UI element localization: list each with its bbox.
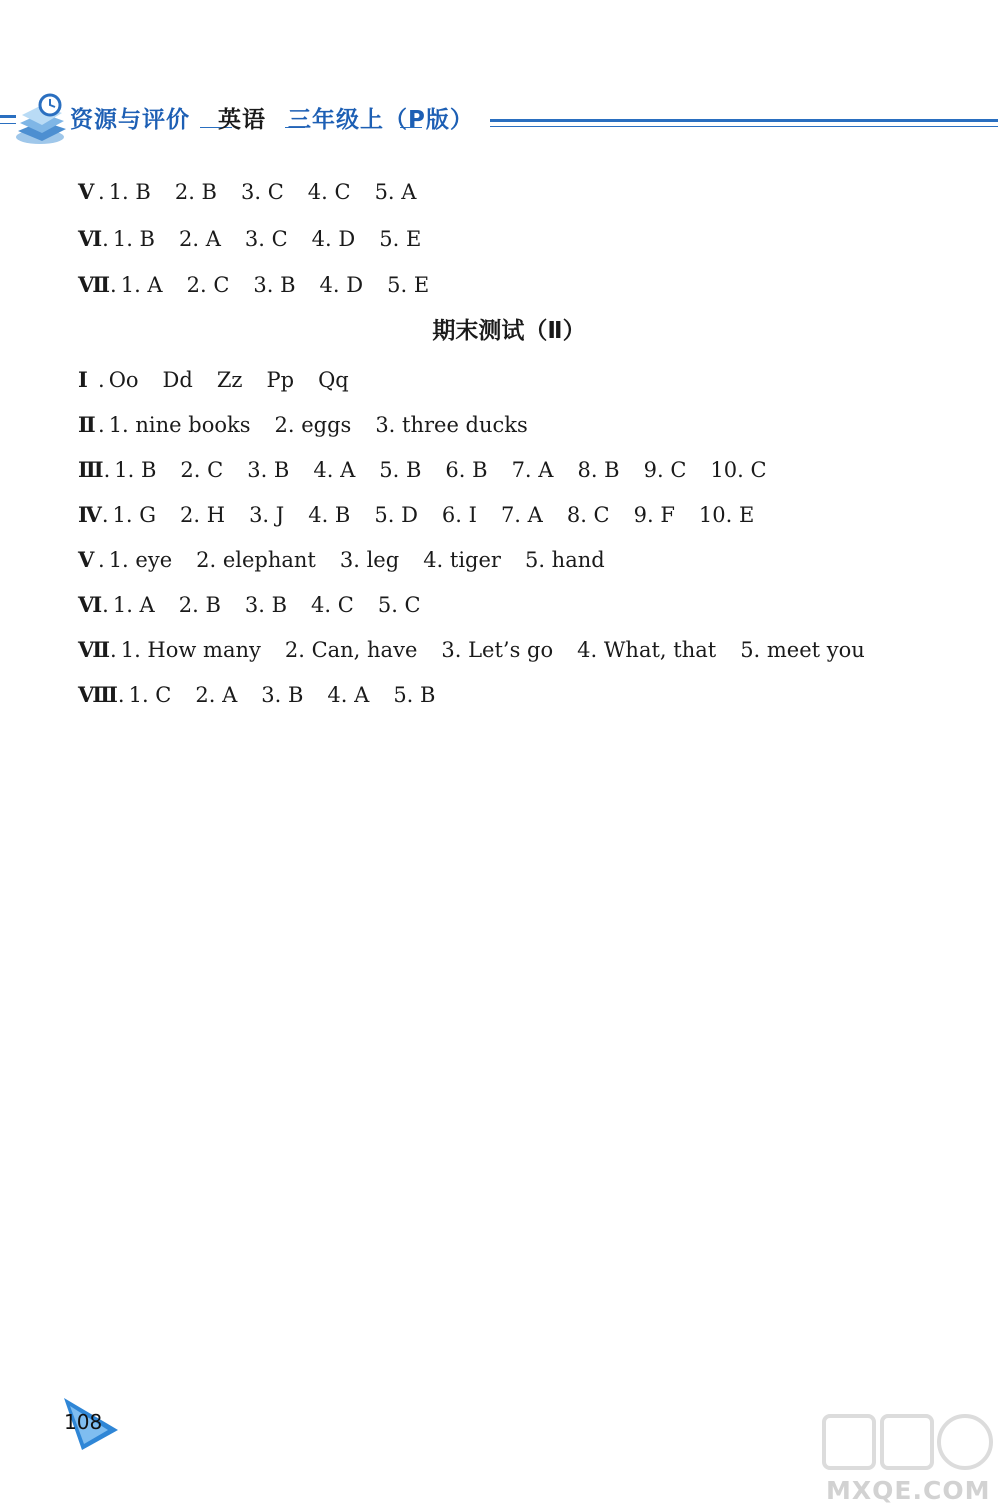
part2-line [78,588,445,622]
answer-item: 1. B [112,227,155,251]
subject-name: 英语 [218,107,266,133]
roman-numeral: Ⅲ [78,457,104,482]
answer-item: 4. D [319,273,364,297]
roman-numeral: Ⅵ [78,226,103,251]
part1-line [78,222,445,256]
answer-item: 10. E [698,503,755,527]
answer-item: 9. F [633,503,675,527]
part2-line [78,633,889,667]
roman-numeral: Ⅵ [78,592,103,617]
numeral-dot: . [98,548,105,572]
part2-line [78,678,459,712]
answer-item: 8. B [577,458,620,482]
answer-item: Zz [216,368,243,392]
answer-item: 5. E [379,227,422,251]
answer-item: 4. D [311,227,356,251]
answer-item: 1. G [112,503,157,527]
page-number: 108 [64,1410,103,1434]
numeral-dot: . [98,368,105,392]
answer-item: 6. I [441,503,477,527]
answer-item: 3. B [247,458,290,482]
answer-item: 1. How many [120,638,261,662]
page-header [0,85,1000,155]
answer-item: 1. C [128,683,172,707]
answer-item: 5. E [387,273,430,297]
answer-item: 3. J [249,503,285,527]
answer-item: 5. B [379,458,422,482]
books-logo-icon [12,91,74,147]
answer-item: 2. elephant [196,548,316,572]
part2-line [78,363,373,397]
answer-item: 2. C [180,458,224,482]
answer-item: 1. A [112,593,155,617]
part1-line [78,268,453,302]
answer-item: 3. Let’s go [441,638,554,662]
answer-item: 3. B [261,683,304,707]
answer-item: 4. C [307,180,351,204]
part2-line [78,408,552,442]
answer-item: 2. Can, have [284,638,418,662]
answer-item: 2. C [186,273,230,297]
roman-numeral: Ⅶ [78,272,111,297]
numeral-dot: . [102,227,109,251]
answer-item: 5. hand [524,548,605,572]
roman-numeral: Ⅷ [78,682,118,707]
part2-line [78,543,629,577]
answer-item: 2. A [179,227,221,251]
numeral-dot: . [117,683,125,707]
answer-item: 5. D [374,503,418,527]
answer-item: 3. leg [339,548,400,572]
grade-label: 三年级上（P版） [288,107,474,133]
roman-numeral: Ⅱ [78,412,96,437]
answer-item: 5. C [377,593,421,617]
answer-item: 2. eggs [274,413,352,437]
answer-item: 1. B [108,180,151,204]
answer-item: 7. A [500,503,543,527]
numeral-dot: . [103,458,111,482]
answer-item: 4. B [308,503,351,527]
answer-item: 3. three ducks [375,413,528,437]
answer-item: 1. eye [108,548,173,572]
numeral-dot: . [102,593,109,617]
part1-line [78,175,440,209]
answer-item: 5. meet you [740,638,865,662]
answer-item: 7. A [511,458,554,482]
numeral-dot: . [98,413,105,437]
roman-numeral: Ⅴ [78,179,95,204]
answer-item: 2. A [195,683,238,707]
watermark-url: MXQE.COM [826,1476,991,1505]
answer-item: 4. What, that [577,638,717,662]
answer-item: 9. C [643,458,687,482]
answer-item: 3. C [241,180,284,204]
roman-numeral: Ⅶ [78,637,111,662]
answer-item: 10. C [710,458,767,482]
roman-numeral: Ⅴ [78,547,95,572]
answer-item: 3. C [244,227,288,251]
header-rule-right-thin [490,126,998,127]
answer-item: 2. B [178,593,221,617]
header-rule-right [490,119,998,122]
answer-item: 5. A [374,180,417,204]
answer-item: Pp [266,368,295,392]
answer-item: 2. B [174,180,217,204]
answer-item: 1. nine books [108,413,251,437]
answer-item: 6. B [445,458,488,482]
answer-item: 4. C [311,593,354,617]
answer-item: Oo [108,368,139,392]
series-name: 资源与评价 [70,107,190,133]
part2-line [78,498,778,532]
answer-item: 2. H [180,503,226,527]
answer-item: 8. C [566,503,610,527]
numeral-dot: . [110,638,117,662]
answer-item: 1. A [120,273,163,297]
answer-item: Dd [162,368,193,392]
section-title: 期末测试（Ⅱ） [432,318,586,344]
roman-numeral: Ⅳ [78,502,102,527]
answer-item: 1. B [114,458,157,482]
answer-item: 3. B [253,273,296,297]
numeral-dot: . [101,503,109,527]
answer-item: 4. tiger [423,548,501,572]
numeral-dot: . [98,180,105,204]
answer-item: 5. B [393,683,436,707]
answer-item: 3. B [244,593,288,617]
answer-item: Qq [318,368,349,392]
numeral-dot: . [110,273,117,297]
answer-item: 4. A [313,458,356,482]
answer-item: 4. A [327,683,370,707]
header-title [70,101,474,135]
part2-line [78,453,791,487]
roman-numeral: Ⅰ [78,367,88,392]
